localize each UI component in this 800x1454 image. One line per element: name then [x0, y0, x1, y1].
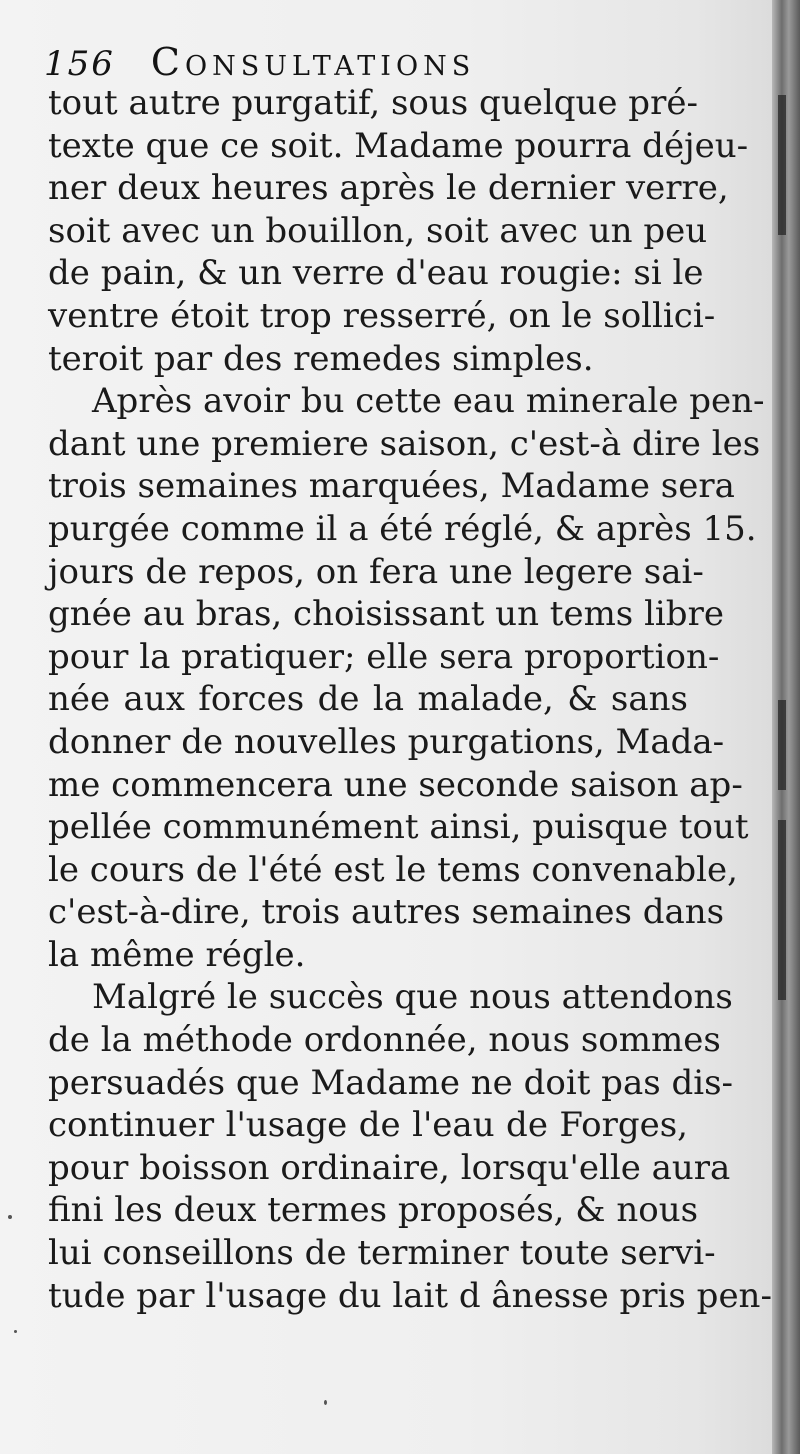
text-line: pellée communément ainsi, puisque tout — [48, 807, 749, 848]
text-line: née aux forces de la malade, & sans — [48, 679, 688, 720]
book-gutter — [772, 0, 800, 1454]
text-line: pour la pratiquer; elle sera proportion- — [48, 636, 720, 677]
text-line: texte que ce soit. Madame pourra déjeu- — [48, 125, 749, 166]
text-line: la même régle. — [48, 934, 306, 975]
text-line: gnée au bras, choisissant un tems libre — [48, 594, 724, 635]
text-line: continuer l'usage de l'eau de Forges, — [48, 1105, 688, 1146]
text-line: tout autre purgatif, sous quelque pré- — [48, 83, 698, 123]
text-line: tude par l'usage du lait d ânesse pris pen- — [48, 1275, 772, 1316]
text-line: trois semaines marquées, Madame sera — [48, 466, 735, 507]
text-line: ner deux heures après le dernier verre, — [48, 168, 729, 209]
paper-speck — [14, 1330, 17, 1333]
text-line: pour boisson ordinaire, lorsqu'elle aura — [48, 1147, 731, 1188]
text-line: soit avec un bouillon, soit avec un peu — [48, 210, 708, 251]
text-line: teroit par des remedes simples. — [48, 338, 594, 379]
text-line: dant une premiere saison, c'est-à dire les — [48, 423, 761, 464]
text-line: le cours de l'été est le tems convenable, — [48, 849, 738, 890]
text-line: Malgré le succès que nous attendons — [92, 977, 733, 1018]
binding-mark — [778, 95, 786, 235]
binding-mark — [778, 820, 786, 1000]
text-line: fini les deux termes proposés, & nous — [48, 1190, 699, 1231]
binding-mark — [778, 700, 786, 790]
text-line: jours de repos, on fera une legere sai- — [48, 551, 704, 592]
text-line: de pain, & un verre d'eau rougie: si le — [48, 253, 704, 294]
page-number: 156 — [44, 44, 115, 84]
text-line: donner de nouvelles purgations, Mada- — [48, 721, 725, 762]
paper-speck — [324, 1400, 327, 1405]
text-line: Après avoir bu cette eau minerale pen- — [92, 381, 765, 422]
text-line: ventre étoit trop resserré, on le sollici- — [48, 295, 716, 336]
text-line: de la méthode ordonnée, nous sommes — [48, 1020, 721, 1061]
body-text — [48, 82, 772, 1317]
running-head: Consultations — [150, 40, 476, 84]
text-line: lui conseillons de terminer toute servi- — [48, 1233, 716, 1274]
paper-speck — [8, 1215, 12, 1219]
text-line: persuadés que Madame ne doit pas dis- — [48, 1062, 734, 1103]
text-line: c'est-à-dire, trois autres semaines dans — [48, 892, 725, 933]
text-line: me commencera une seconde saison ap- — [48, 764, 743, 805]
text-line: purgée comme il a été réglé, & après 15. — [48, 508, 757, 549]
